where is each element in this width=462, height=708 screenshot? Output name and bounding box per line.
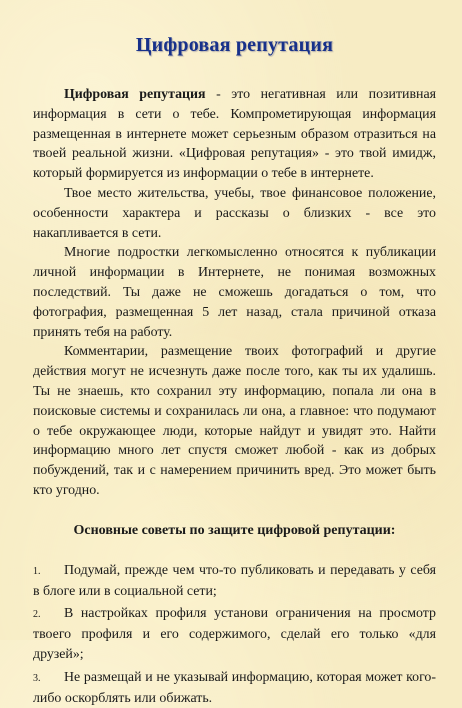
list-item xyxy=(33,561,436,602)
paragraph-lead-term: Цифровая репутация xyxy=(64,87,206,102)
paragraph-4: Комментарии, размещение твоих фотографий и другие действия могут не исчезнуть даже после того, как ты их удалишь. Ты не знаешь, кто сохранил эту информацию, попала ли она в поисковые системы и сохранилась ли она, а главное: что подумают о тебе окружающее люди, которые найдут и увидят это. Найти информацию много лет спустя сможет любой - как из добрых побуждений, так и с намерением причинить вред. Это может быть кто угодно. xyxy=(33,344,436,498)
list-item-text: В настройках профиля установи ограничения на просмотр твоего профиля и его содержимого, сделай его только «для друзей»; xyxy=(33,606,436,662)
list-item-text: Не размещай и не указывай информацию, которая может кого-либо оскорблять или обижать. xyxy=(33,669,436,706)
paragraph-2: Твое место жительства, учебы, твое финансовое положение, особенности характера и рассказы о близких - все это накапливается в сети. xyxy=(33,185,436,241)
paragraph-1 xyxy=(33,85,436,184)
list-item-number: 1. xyxy=(33,565,41,577)
list-item xyxy=(33,668,436,708)
tips-list xyxy=(33,561,436,708)
list-item-number: 3. xyxy=(33,672,41,684)
tips-heading: Основные советы по защите цифровой репутации: xyxy=(73,522,396,538)
list-item xyxy=(33,604,436,664)
list-item-text: Подумай, прежде чем что-то публиковать и передавать у себя в блоге или в социальной сети; xyxy=(33,562,436,599)
paragraph-1-text: - это негативная или позитивная информация в сети о тебе. Компрометирующая информация размещенная в интернете может серьезным образом отразиться на твоей реальной жизни. «Цифровая репутация» - это твой имидж, который формируется из информации о тебе в интернете. xyxy=(33,87,436,182)
paragraph-3: Многие подростки легкомысленно относятся к публикации личной информации в Интернете, не понимая возможных последствий. Ты даже не сможешь догадаться о том, что фотография, размещенная 5 лет назад, стала причиной отказа принять тебя на работу. xyxy=(33,245,436,340)
list-item-number: 2. xyxy=(33,609,41,621)
page-title: Цифровая репутация xyxy=(135,34,334,56)
